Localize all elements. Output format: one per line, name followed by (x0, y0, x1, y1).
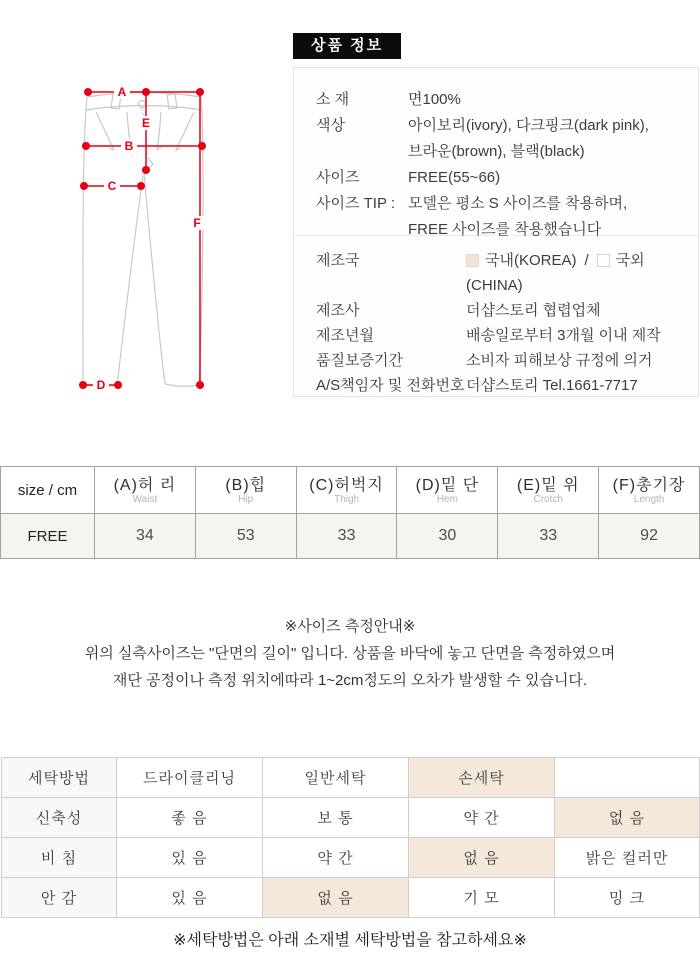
origin-label: 제조국 (316, 252, 360, 269)
label-A: A (117, 85, 127, 99)
spec-value (408, 113, 649, 165)
size-value-thigh: 33 (296, 514, 397, 559)
care-cell: 보 통 (263, 798, 409, 838)
care-cell-highlighted: 없 음 (555, 798, 700, 838)
label-B: B (124, 139, 134, 153)
care-cell-highlighted: 없 음 (263, 878, 409, 918)
spec-label: 사이즈 TIP : (316, 195, 396, 212)
size-value-hem: 30 (397, 514, 498, 559)
manufacture-label: 제조사 (316, 302, 360, 319)
size-table-data-row (1, 514, 700, 559)
care-cell: 밍 크 (555, 878, 700, 918)
care-cell: 비 침 (2, 838, 117, 878)
care-cell-highlighted: 없 음 (409, 838, 555, 878)
care-cell-empty (555, 758, 700, 798)
spec-row-color (316, 113, 698, 165)
warranty-row (316, 348, 698, 373)
origin-domestic: 국내(KOREA) (485, 252, 577, 269)
manufacture-label: 품질보증기간 (316, 352, 403, 369)
care-cell: 안 감 (2, 878, 117, 918)
size-col-length: (F)총기장 Length (599, 467, 700, 514)
care-cell: 신축성 (2, 798, 117, 838)
domestic-checkbox (466, 254, 479, 267)
product-info-box (293, 67, 699, 397)
overseas-checkbox (597, 254, 610, 267)
manufacture-value: 배송일로부터 3개월 이내 제작 (466, 327, 661, 344)
label-D: D (96, 378, 106, 392)
manufacture-label: A/S책임자 및 전화번호 (316, 377, 465, 394)
pants-outline (83, 93, 203, 387)
care-row-wash-method (2, 758, 700, 798)
care-cell: 약 간 (263, 838, 409, 878)
size-col-hem: (D)밑 단 Hem (397, 467, 498, 514)
tip-line-2: FREE 사이즈를 착용했습니다 (408, 221, 602, 238)
care-cell: 좋 음 (117, 798, 263, 838)
origin-value (466, 248, 698, 298)
spec-label: 사이즈 (316, 169, 360, 186)
care-cell: 밝은 컬러만 (555, 838, 700, 878)
size-value-hip: 53 (195, 514, 296, 559)
care-cell: 있 음 (117, 838, 263, 878)
manufacture-label: 제조년월 (316, 327, 374, 344)
spec-value (408, 191, 627, 243)
spec-label: 소 재 (316, 91, 350, 108)
care-table (1, 757, 700, 918)
care-cell: 기 모 (409, 878, 555, 918)
size-col-waist: (A)허 리 Waist (95, 467, 196, 514)
size-notice (0, 613, 700, 694)
origin-separator: / (584, 252, 589, 269)
size-notice-title: ※사이즈 측정안내※ (284, 618, 416, 635)
tip-line-1: 모델은 평소 S 사이즈를 착용하며, (408, 195, 628, 212)
care-cell: 일반세탁 (263, 758, 409, 798)
label-C: C (107, 179, 117, 193)
spec-section (294, 68, 698, 238)
spec-value: 면100% (408, 91, 461, 108)
spec-label: 색상 (316, 117, 345, 134)
manufacturer-row (316, 298, 698, 323)
spec-row-size (316, 165, 698, 191)
care-note: ※세탁방법은 아래 소재별 세탁방법을 참고하세요※ (173, 932, 527, 949)
manufacture-value: 소비자 피해보상 규정에 의거 (466, 352, 653, 369)
size-col-hip: (B)힙 Hip (195, 467, 296, 514)
spec-row-material (316, 87, 698, 113)
size-col-crotch: (E)밑 위 Crotch (498, 467, 599, 514)
spec-value: FREE(55~66) (408, 169, 501, 186)
size-value-waist: 34 (95, 514, 196, 559)
manufacture-section (294, 235, 698, 398)
size-value-crotch: 33 (498, 514, 599, 559)
origin-overseas: 국외(CHINA) (466, 252, 645, 294)
size-notice-line-1: 위의 실측사이즈는 "단면의 길이" 입니다. 상품을 바닥에 놓고 단면을 측정하였으며 (84, 645, 616, 662)
size-table-header-row (1, 467, 700, 514)
care-cell: 있 음 (117, 878, 263, 918)
size-unit-header: size / cm (1, 467, 95, 514)
product-info-title: 상품 정보 (293, 33, 401, 59)
care-row-sheerness (2, 838, 700, 878)
care-cell-highlighted: 손세탁 (409, 758, 555, 798)
as-contact-row (316, 373, 698, 398)
size-value-length: 92 (599, 514, 700, 559)
size-row-label: FREE (1, 514, 95, 559)
measurement-dots (79, 88, 206, 389)
manufacture-value: 더샵스토리 협렵업체 (466, 302, 601, 319)
label-F: F (193, 216, 201, 230)
manufacture-value: 더샵스토리 Tel.1661-7717 (466, 377, 638, 394)
care-cell: 세탁방법 (2, 758, 117, 798)
color-line-2: 브라운(brown), 블랙(black) (408, 143, 585, 160)
size-table (0, 466, 700, 559)
color-line-1: 아이보리(ivory), 다크핑크(dark pink), (408, 117, 649, 134)
size-col-thigh: (C)허벅지 Thigh (296, 467, 397, 514)
label-backgrounds (93, 85, 205, 392)
care-row-stretch (2, 798, 700, 838)
size-notice-line-2: 재단 공정이나 측정 위치에따라 1~2cm정도의 오차가 발생할 수 있습니다. (112, 672, 588, 689)
origin-row (316, 248, 698, 298)
manufacture-date-row (316, 323, 698, 348)
pants-measurement-diagram (58, 80, 222, 402)
care-cell: 약 간 (409, 798, 555, 838)
care-cell: 드라이클리닝 (117, 758, 263, 798)
measurement-lines (83, 92, 202, 385)
care-row-lining (2, 878, 700, 918)
label-E: E (141, 116, 151, 130)
